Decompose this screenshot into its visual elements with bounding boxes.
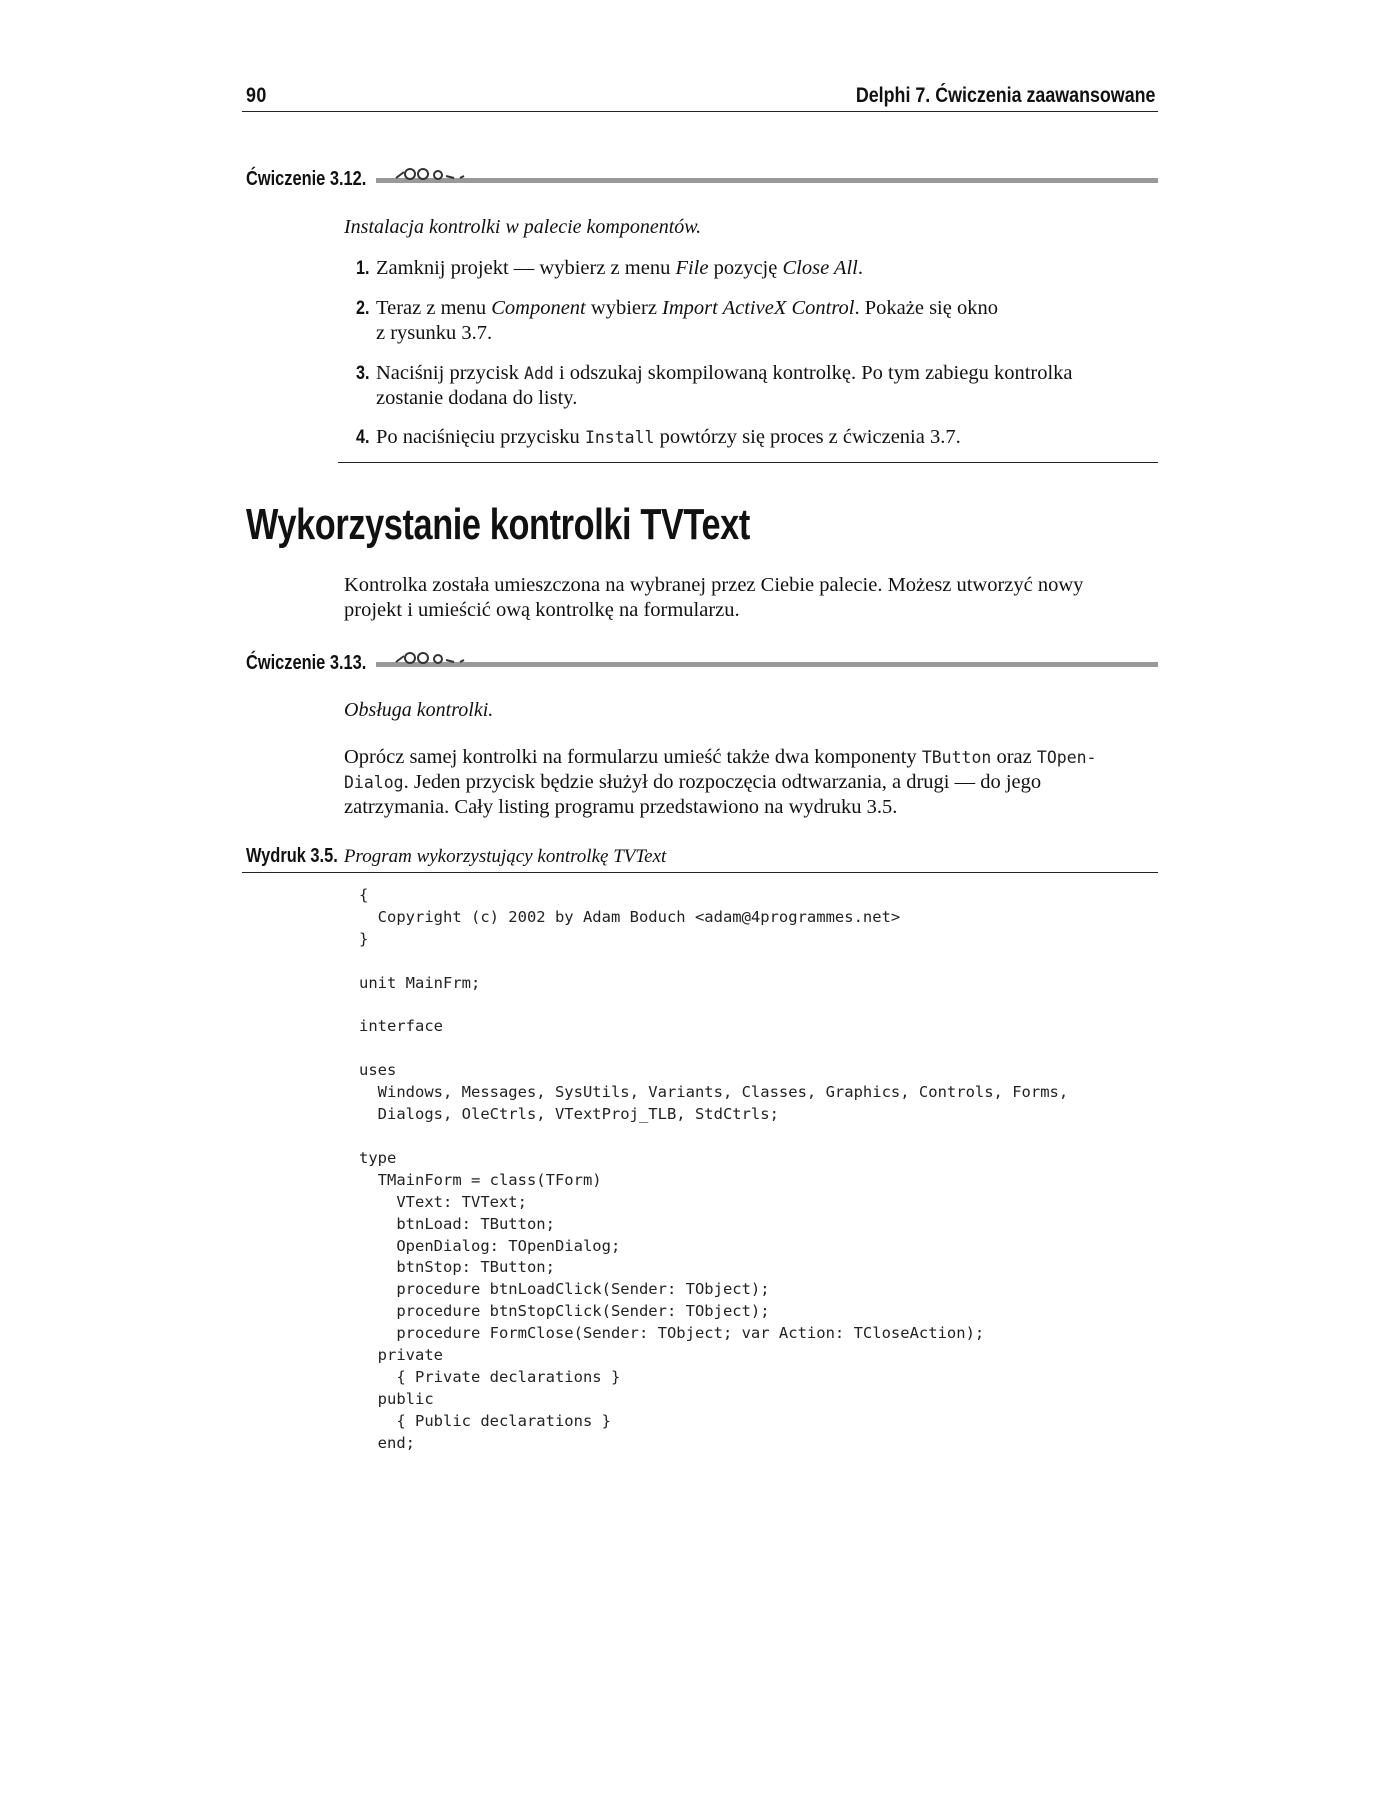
step-text: z rysunku 3.7. bbox=[376, 322, 493, 344]
exercise-end-rule bbox=[338, 462, 1158, 463]
listing-label: Wydruk 3.5. bbox=[246, 845, 338, 867]
inline-code: Dialog bbox=[344, 773, 404, 792]
step-text: pozycję bbox=[708, 257, 783, 279]
intro-line: Kontrolka została umieszczona na wybranej przez Ciebie palecie. Możesz utworzyć nowy bbox=[344, 574, 1084, 596]
header-rule bbox=[242, 111, 1158, 112]
body-text: zatrzymania. Cały listing programu przedstawiono na wydruku 3.5. bbox=[344, 796, 898, 818]
exercise-3-12-subtitle: Instalacja kontrolki w palecie komponentów. bbox=[344, 216, 702, 238]
step-number: 2. bbox=[356, 298, 370, 319]
section-title: Wykorzystanie kontrolki TVText bbox=[246, 500, 750, 549]
exercise-3-13-subtitle: Obsługa kontrolki. bbox=[344, 699, 494, 721]
step-text: i odszukaj skompilowaną kontrolkę. Po tym zabiegu kontrolka bbox=[553, 362, 1073, 384]
step-text: Naciśnij przycisk bbox=[376, 362, 525, 384]
step-number: 1. bbox=[356, 258, 370, 279]
step-3 bbox=[356, 361, 1166, 411]
body-text: Oprócz samej kontrolki na formularzu umieść także dwa komponenty bbox=[344, 746, 922, 768]
inline-code: TButton bbox=[921, 748, 992, 767]
step-text: zostanie dodana do listy. bbox=[376, 387, 578, 409]
step-1 bbox=[356, 256, 1156, 281]
section-intro bbox=[344, 573, 1164, 623]
exercise-3-13-label: Ćwiczenie 3.13. bbox=[246, 652, 367, 674]
listing-rule bbox=[242, 872, 1158, 873]
inline-code: TOpen- bbox=[1036, 748, 1097, 767]
menu-item-name: Close All bbox=[782, 257, 858, 279]
listing-caption bbox=[246, 845, 666, 868]
menu-item-name: Import ActiveX Control bbox=[662, 297, 855, 319]
running-header-title: Delphi 7. Ćwiczenia zaawansowane bbox=[855, 84, 1155, 107]
exercise-rule bbox=[476, 178, 1158, 183]
menu-name: File bbox=[675, 257, 709, 279]
exercise-icon bbox=[376, 166, 476, 191]
exercise-3-13-body bbox=[344, 745, 1164, 820]
exercise-3-12-label: Ćwiczenie 3.12. bbox=[246, 168, 367, 190]
menu-name: Component bbox=[491, 297, 586, 319]
intro-line: projekt i umieścić ową kontrolkę na formularzu. bbox=[344, 599, 740, 621]
step-text: . bbox=[857, 257, 863, 279]
step-text: Po naciśnięciu przycisku bbox=[376, 426, 585, 448]
exercise-rule bbox=[476, 662, 1158, 667]
step-2 bbox=[356, 296, 1156, 346]
listing-caption-text: Program wykorzystujący kontrolkę TVText bbox=[343, 846, 667, 867]
body-text: . Jeden przycisk będzie służył do rozpoczęcia odtwarzania, a drugi — do jego bbox=[403, 771, 1042, 793]
step-number: 3. bbox=[356, 363, 370, 384]
inline-code: Add bbox=[524, 364, 554, 383]
exercise-icon bbox=[376, 650, 476, 675]
inline-code: Install bbox=[584, 428, 655, 447]
page-number: 90 bbox=[246, 84, 267, 107]
step-text: . Pokaże się okno bbox=[854, 297, 998, 319]
step-text: powtórzy się proces z ćwiczenia 3.7. bbox=[654, 426, 961, 448]
step-4 bbox=[356, 425, 1156, 450]
body-text: oraz bbox=[991, 746, 1037, 768]
step-text: Teraz z menu bbox=[376, 297, 492, 319]
step-text: wybierz bbox=[585, 297, 663, 319]
code-listing: { Copyright (c) 2002 by Adam Boduch <adam@4programmes.net> } unit MainFrm; interface uses Windows, Messages, SysUtils, Variants, Classes, Graphics, Controls, Forms, Dialogs, OleCtrls, VTextProj_TLB, StdCtrls; type TMainForm = class(TForm) VText: TVText; btnLoad: TButton; OpenDialog: TOpenDialog; btnStop: TButton; procedure btnLoadClick(Sender: TObject); procedure btnStopClick(Sender: TObject); procedure FormClose(Sender: TObject; var Action: TCloseAction); private { Private declarations } public { Public declarations } end; bbox=[359, 886, 1069, 1452]
step-text: Zamknij projekt — wybierz z menu bbox=[376, 257, 676, 279]
step-number: 4. bbox=[356, 427, 370, 448]
